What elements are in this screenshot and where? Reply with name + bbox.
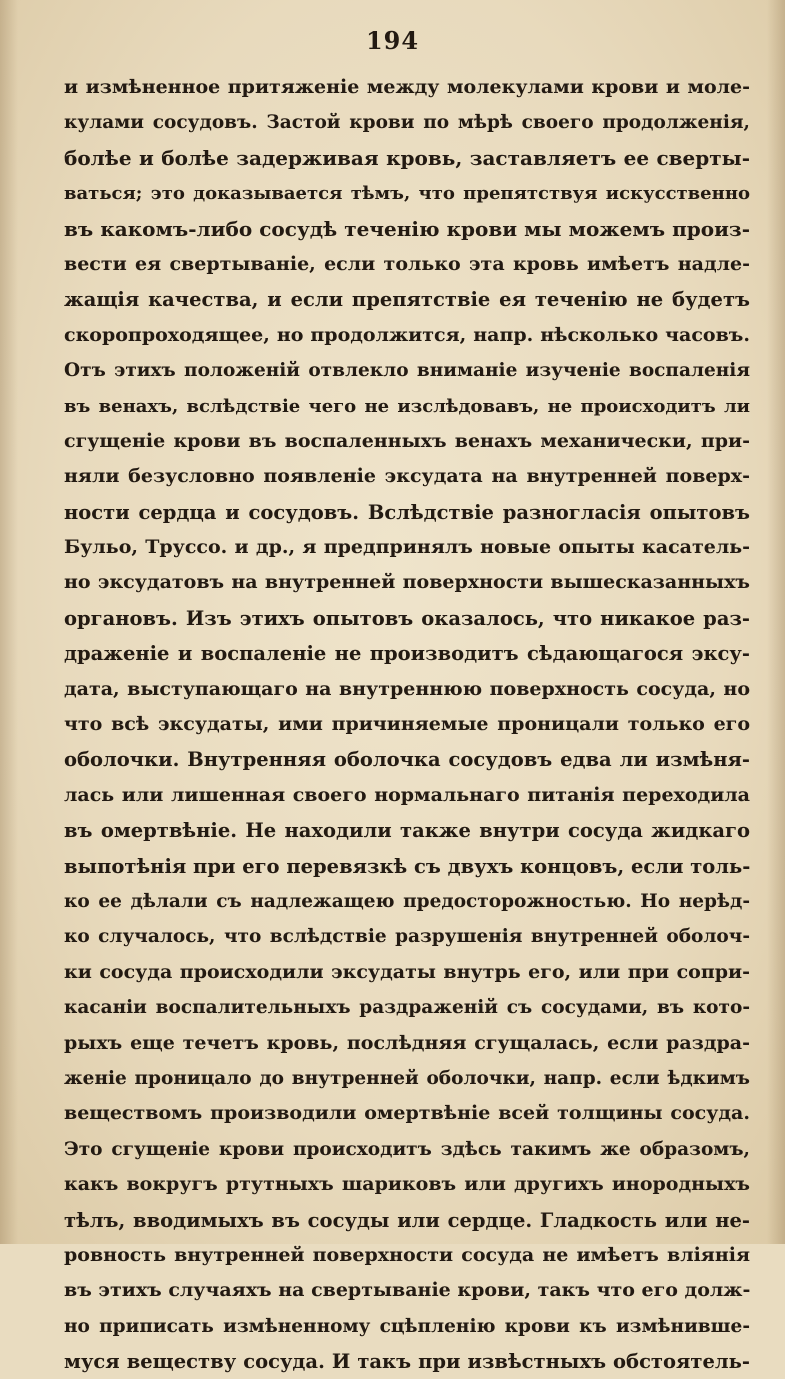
text-line: кулами сосудовъ. Застой крови по мѣрѣ своего продолженія, bbox=[64, 112, 750, 134]
text-line: Это сгущеніе крови происходитъ здѣсь такимъ же образомъ, bbox=[64, 1138, 750, 1160]
text-line: дата, выступающаго на внутреннюю поверхность сосуда, но bbox=[64, 677, 750, 700]
text-line: ки сосуда происходили эксудаты внутрь его, или при сопри- bbox=[64, 960, 750, 983]
text-line: тѣлъ, вводимыхъ въ сосуды или сердце. Гладкость или не- bbox=[64, 1208, 750, 1232]
text-line: въ какомъ-либо сосудѣ теченію крови мы можемъ произ- bbox=[64, 216, 750, 241]
text-line: въ венахъ, вслѣдствіе чего не изслѣдовавъ, не происходитъ ли bbox=[64, 395, 750, 417]
text-line: сгущеніе крови въ воспаленныхъ венахъ механически, при- bbox=[64, 429, 750, 452]
text-line: ровность внутренней поверхности сосуда не имѣетъ вліянія bbox=[64, 1243, 750, 1266]
text-line: органовъ. Изъ этихъ опытовъ оказалось, что никакое раз- bbox=[64, 606, 750, 630]
text-line: оболочки. Внутренняя оболочка сосудовъ едва ли измѣня- bbox=[64, 748, 750, 772]
text-line: болѣе и болѣе задерживая кровь, заставляетъ ее сверты- bbox=[64, 145, 750, 170]
text-line: ко ее дѣлали съ надлежащею предосторожностью. Но нерѣд- bbox=[64, 890, 750, 912]
text-line: въ этихъ случаяхъ на свертываніе крови, такъ что его долж- bbox=[64, 1279, 750, 1302]
text-line: вести ея свертываніе, если только эта кровь имѣетъ надле- bbox=[64, 252, 750, 275]
text-line: и измѣненное притяженіе между молекулами крови и моле- bbox=[64, 76, 750, 98]
text-line: веществомъ производили омертвѣніе всей толщины сосуда. bbox=[64, 1102, 750, 1125]
text-line: какъ вокругъ ртутныхъ шариковъ или другихъ инородныхъ bbox=[64, 1173, 750, 1196]
page-number: 194 bbox=[365, 26, 420, 55]
text-line: скоропроходящее, но продолжится, напр. нѣсколько часовъ. bbox=[64, 323, 750, 346]
text-line: рыхъ еще течетъ кровь, послѣдняя сгущалась, если раздра- bbox=[64, 1031, 750, 1054]
text-line: муся веществу сосуда. И такъ при извѣстныхъ обстоятель- bbox=[64, 1350, 750, 1374]
text-line: что всѣ эксудаты, ими причиняемые проницали только его bbox=[64, 713, 750, 736]
text-line: жащія качества, и если препятствіе ея теченію не будетъ bbox=[64, 288, 750, 312]
text-line: драженіе и воспаленіе не производитъ сѣдающагося эксу- bbox=[64, 642, 750, 666]
text-line: ваться; это доказывается тѣмъ, что препятствуя искусственно bbox=[64, 183, 750, 205]
text-line: ности сердца и сосудовъ. Вслѣдствіе разногласія опытовъ bbox=[64, 500, 750, 524]
text-line: но эксудатовъ на внутренней поверхности вышесказанныхъ bbox=[64, 571, 750, 594]
text-line: Бульо, Труссо. и др., я предпринялъ новые опыты касатель- bbox=[64, 536, 750, 559]
text-line: женіе проницало до внутренней оболочки, напр. если ѣдкимъ bbox=[64, 1067, 750, 1089]
text-line: няли безусловно появленіе эксудата на внутренней поверх- bbox=[64, 465, 750, 488]
page-edge-shadow-right bbox=[767, 0, 785, 1244]
text-body bbox=[64, 70, 750, 1379]
page-edge-shadow-left bbox=[0, 0, 18, 1244]
text-line: касаніи воспалительныхъ раздраженій съ сосудами, въ кото- bbox=[64, 997, 750, 1019]
text-line: выпотѣнія при его перевязкѣ съ двухъ концовъ, если толь- bbox=[64, 854, 750, 878]
text-line: въ омертвѣніе. Не находили также внутри сосуда жидкаго bbox=[64, 819, 750, 843]
text-line: Отъ этихъ положеній отвлекло вниманіе изученіе воспаленія bbox=[64, 360, 750, 382]
text-line: лась или лишенная своего нормальнаго питанія переходила bbox=[64, 783, 750, 806]
text-line: ко случалось, что вслѣдствіе разрушенія внутренней оболоч- bbox=[64, 926, 750, 948]
text-line: но приписать измѣненному сцѣпленію крови къ измѣнивше- bbox=[64, 1315, 750, 1337]
